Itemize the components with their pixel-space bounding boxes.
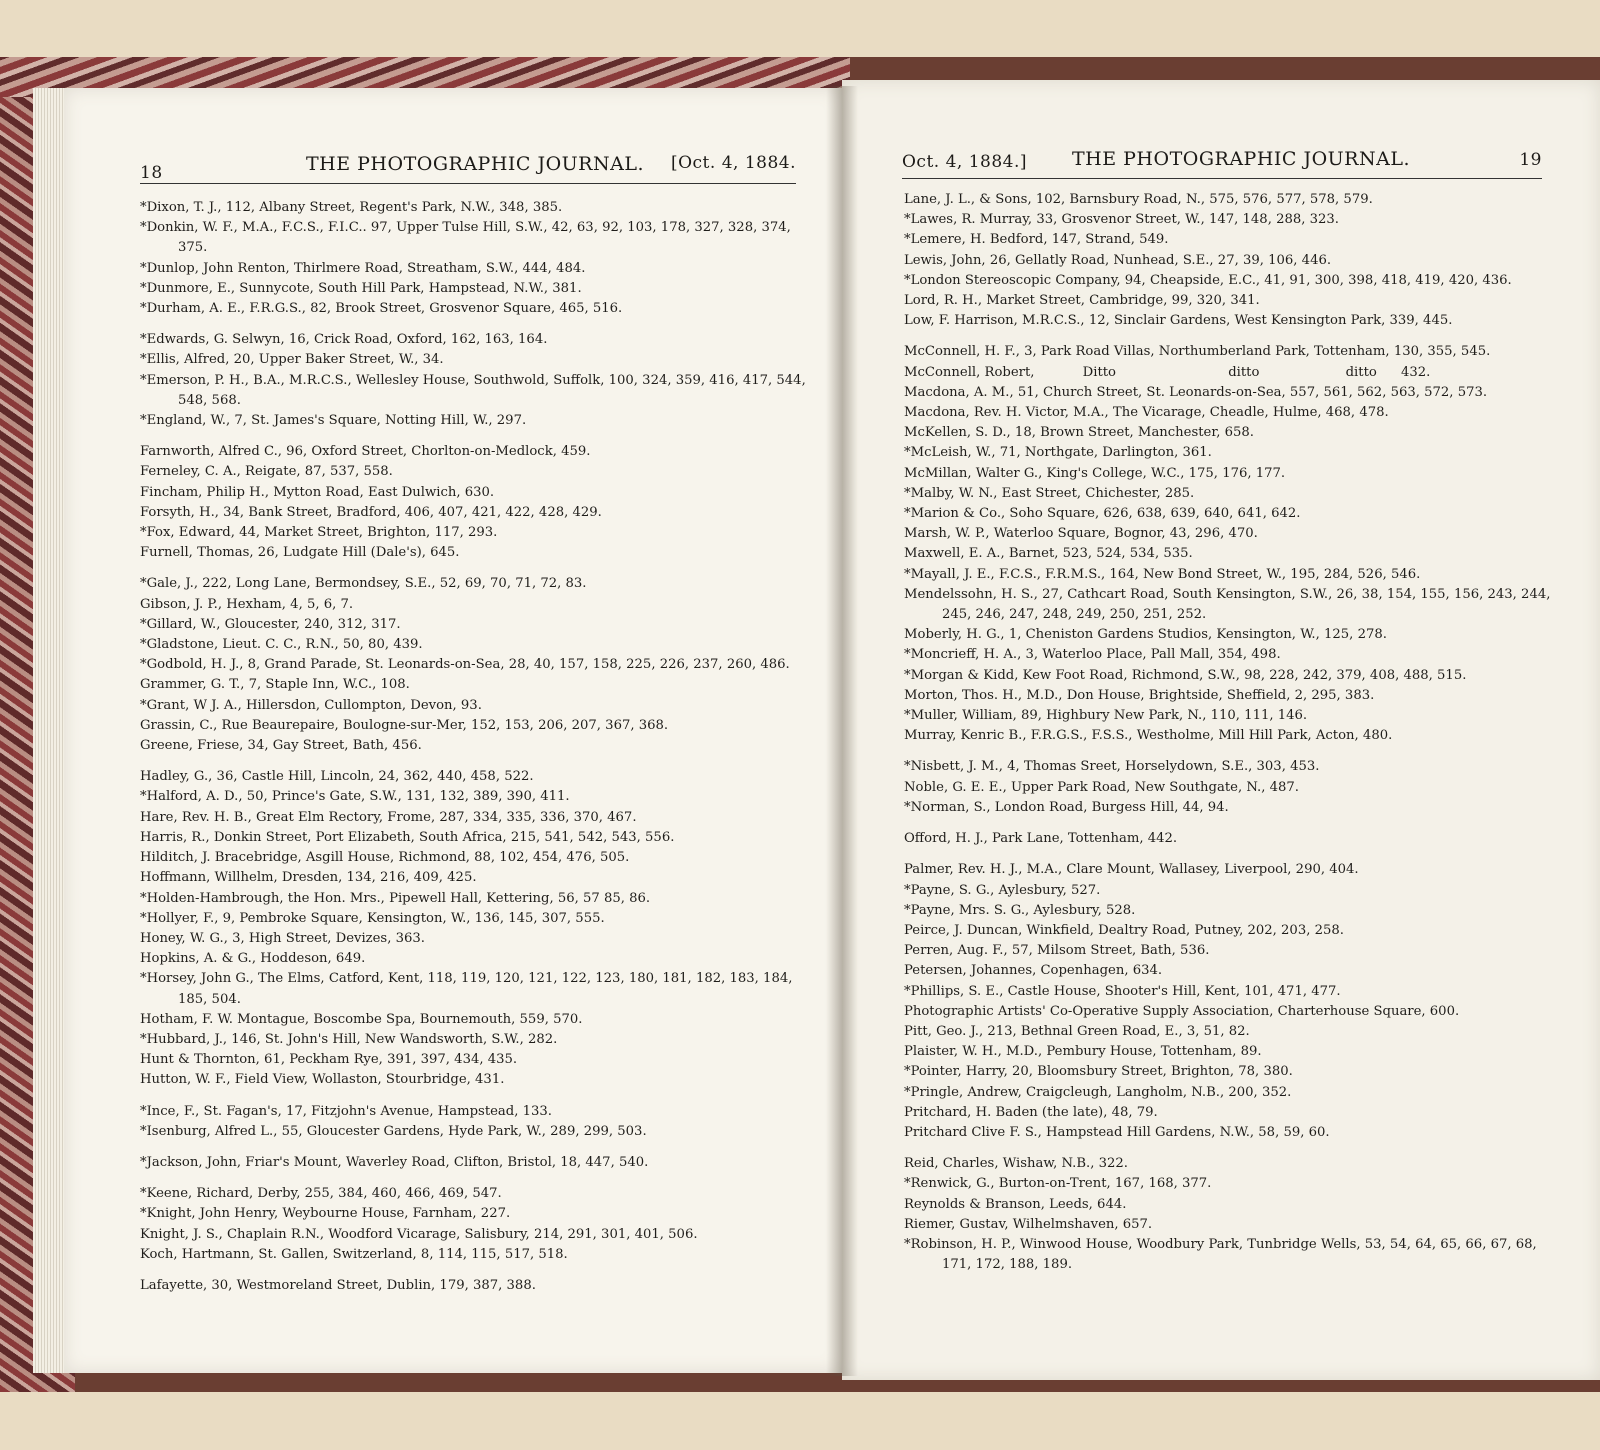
list-item: Hopkins, A. & G., Hoddeson, 649. bbox=[140, 951, 366, 967]
list-item: *Grant, W J. A., Hillersdon, Cullompton, Devon, 93. bbox=[140, 697, 482, 713]
list-item: *Fox, Edward, 44, Market Street, Brighton, 117, 293. bbox=[140, 525, 498, 541]
list-item: Marsh, W. P., Waterloo Square, Bognor, 43, 296, 470. bbox=[904, 526, 1258, 542]
list-item: Photographic Artists' Co-Operative Supply Association, Charterhouse Square, 600. bbox=[904, 1003, 1460, 1019]
list-item: Knight, J. S., Chaplain R.N., Woodford Vicarage, Salisbury, 214, 291, 301, 401, 506. bbox=[140, 1226, 698, 1242]
list-item: Murray, Kenric B., F.R.G.S., F.S.S., Westholme, Mill Hill Park, Acton, 480. bbox=[904, 728, 1393, 744]
list-item: Pritchard, H. Baden (the late), 48, 79. bbox=[904, 1104, 1158, 1120]
left-page-header bbox=[140, 153, 796, 184]
list-item: Grammer, G. T., 7, Staple Inn, W.C., 108. bbox=[140, 677, 410, 693]
list-item: Hunt & Thornton, 61, Peckham Rye, 391, 397, 434, 435. bbox=[140, 1052, 518, 1068]
list-item: *Norman, S., London Road, Burgess Hill, 44, 94. bbox=[904, 799, 1229, 815]
list-item: *Durham, A. E., F.R.G.S., 82, Brook Street, Grosvenor Square, 465, 516. bbox=[140, 301, 623, 317]
right-page-header bbox=[902, 148, 1542, 179]
list-item: Hilditch, J. Bracebridge, Asgill House, Richmond, 88, 102, 454, 476, 505. bbox=[140, 850, 630, 866]
list-item: *Dunlop, John Renton, Thirlmere Road, Streatham, S.W., 444, 484. bbox=[140, 260, 586, 276]
list-item: Moberly, H. G., 1, Cheniston Gardens Studios, Kensington, W., 125, 278. bbox=[904, 627, 1387, 643]
list-item: *Halford, A. D., 50, Prince's Gate, S.W., 131, 132, 389, 390, 411. bbox=[140, 789, 570, 805]
list-item: Hare, Rev. H. B., Great Elm Rectory, Frome, 287, 334, 335, 336, 370, 467. bbox=[140, 809, 637, 825]
list-item: *Jackson, John, Friar's Mount, Waverley Road, Clifton, Bristol, 18, 447, 540. bbox=[140, 1154, 649, 1170]
right-page-title: THE PHOTOGRAPHIC JOURNAL. bbox=[1072, 148, 1410, 170]
list-item: Gibson, J. P., Hexham, 4, 5, 6, 7. bbox=[140, 596, 354, 612]
list-item: *Dixon, T. J., 112, Albany Street, Regent's Park, N.W., 348, 385. bbox=[140, 200, 563, 215]
list-item: *Gale, J., 222, Long Lane, Bermondsey, S.E., 52, 69, 70, 71, 72, 83. bbox=[140, 576, 587, 592]
list-item: Hotham, F. W. Montague, Boscombe Spa, Bournemouth, 559, 570. bbox=[140, 1011, 583, 1027]
list-item: Hadley, G., 36, Castle Hill, Lincoln, 24, 362, 440, 458, 522. bbox=[140, 769, 534, 785]
list-item: *Knight, John Henry, Weybourne House, Farnham, 227. bbox=[140, 1206, 511, 1222]
ditto-mark: Ditto bbox=[1082, 364, 1116, 380]
list-item: *Moncrieff, H. A., 3, Waterloo Place, Pall Mall, 354, 498. bbox=[904, 647, 1281, 663]
list-item bbox=[904, 363, 1554, 383]
list-item: *Dunmore, E., Sunnycote, South Hill Park, Hampstead, N.W., 381. bbox=[140, 280, 582, 296]
list-item: Macdona, Rev. H. Victor, M.A., The Vicarage, Cheadle, Hulme, 468, 478. bbox=[904, 405, 1389, 421]
list-item: Morton, Thos. H., M.D., Don House, Brightside, Sheffield, 2, 295, 383. bbox=[904, 687, 1375, 703]
list-item: *Payne, S. G., Aylesbury, 527. bbox=[904, 882, 1101, 898]
list-item: Hutton, W. F., Field View, Wollaston, Stourbridge, 431. bbox=[140, 1072, 505, 1088]
list-item: Hoffmann, Willhelm, Dresden, 134, 216, 409, 425. bbox=[140, 870, 477, 886]
list-item: *Keene, Richard, Derby, 255, 384, 460, 466, 469, 547. bbox=[140, 1186, 502, 1202]
list-item: *Donkin, W. F., M.A., F.C.S., F.I.C.. 97, Upper Tulse Hill, S.W., 42, 63, 92, 103, 178, 327, 328, 374, 375. bbox=[140, 220, 791, 256]
ditto-mark: ditto bbox=[1345, 364, 1377, 380]
list-item: Lord, R. H., Market Street, Cambridge, 99, 320, 341. bbox=[904, 293, 1260, 309]
ditto-mark: ditto bbox=[1228, 364, 1260, 380]
list-item: *London Stereoscopic Company, 94, Cheapside, E.C., 41, 91, 300, 398, 418, 419, 420, 436. bbox=[904, 272, 1512, 288]
list-item: *Horsey, John G., The Elms, Catford, Kent, 118, 119, 120, 121, 122, 123, 180, 181, 182, 183, 184, 185, 504. bbox=[140, 971, 793, 1007]
list-item: *Nisbett, J. M., 4, Thomas Sreet, Horselydown, S.E., 303, 453. bbox=[904, 759, 1320, 775]
list-item: *Marion & Co., Soho Square, 626, 638, 639, 640, 641, 642. bbox=[904, 506, 1301, 522]
list-item: *Ellis, Alfred, 20, Upper Baker Street, W., 34. bbox=[140, 352, 444, 368]
right-page-number: 19 bbox=[1519, 150, 1542, 170]
list-item: Honey, W. G., 3, High Street, Devizes, 363. bbox=[140, 930, 425, 946]
list-item: Reid, Charles, Wishaw, N.B., 322. bbox=[904, 1156, 1128, 1172]
list-item: Perren, Aug. F., 57, Milsom Street, Bath, 536. bbox=[904, 943, 1210, 959]
list-item: *Phillips, S. E., Castle House, Shooter's Hill, Kent, 101, 471, 477. bbox=[904, 983, 1341, 999]
ditto-page: 432. bbox=[1401, 364, 1431, 380]
book-gutter bbox=[826, 86, 858, 1376]
list-item: *Hollyer, F., 9, Pembroke Square, Kensington, W., 136, 145, 307, 555. bbox=[140, 910, 605, 926]
list-item: *Pringle, Andrew, Craigcleugh, Langholm, N.B., 200, 352. bbox=[904, 1084, 1292, 1100]
list-item: Plaister, W. H., M.D., Pembury House, Tottenham, 89. bbox=[904, 1044, 1262, 1060]
list-item: Offord, H. J., Park Lane, Tottenham, 442. bbox=[904, 831, 1178, 847]
list-item: Palmer, Rev. H. J., M.A., Clare Mount, Wallasey, Liverpool, 290, 404. bbox=[904, 862, 1359, 878]
list-item: *Edwards, G. Selwyn, 16, Crick Road, Oxford, 162, 163, 164. bbox=[140, 332, 548, 348]
list-item: *Hubbard, J., 146, St. John's Hill, New Wandsworth, S.W., 282. bbox=[140, 1031, 558, 1047]
list-item: Macdona, A. M., 51, Church Street, St. Leonards-on-Sea, 557, 561, 562, 563, 572, 573. bbox=[904, 384, 1488, 400]
list-item: *Muller, William, 89, Highbury New Park, N., 110, 111, 146. bbox=[904, 708, 1308, 724]
list-item: McMillan, Walter G., King's College, W.C., 175, 176, 177. bbox=[904, 465, 1286, 481]
list-item: Lewis, John, 26, Gellatly Road, Nunhead, S.E., 27, 39, 106, 446. bbox=[904, 252, 1332, 268]
left-page-title: THE PHOTOGRAPHIC JOURNAL. bbox=[306, 153, 644, 175]
list-item: *England, W., 7, St. James's Square, Notting Hill, W., 297. bbox=[140, 413, 527, 429]
list-item: Koch, Hartmann, St. Gallen, Switzerland, 8, 114, 115, 517, 518. bbox=[140, 1246, 568, 1262]
list-item: Ferneley, C. A., Reigate, 87, 537, 558. bbox=[140, 464, 393, 480]
list-item: *Payne, Mrs. S. G., Aylesbury, 528. bbox=[904, 902, 1136, 918]
list-item: *Lemere, H. Bedford, 147, Strand, 549. bbox=[904, 232, 1169, 248]
list-item: Petersen, Johannes, Copenhagen, 634. bbox=[904, 963, 1163, 979]
list-item: *Pointer, Harry, 20, Bloomsbury Street, Brighton, 78, 380. bbox=[904, 1064, 1293, 1080]
left-page-number: 18 bbox=[140, 163, 163, 183]
list-item: *Gillard, W., Gloucester, 240, 312, 317. bbox=[140, 616, 401, 632]
list-item: Reynolds & Branson, Leeds, 644. bbox=[904, 1196, 1127, 1212]
right-page-entries bbox=[904, 190, 1554, 1275]
list-item: Grassin, C., Rue Beaurepaire, Boulogne-sur-Mer, 152, 153, 206, 207, 367, 368. bbox=[140, 717, 669, 733]
list-item: McKellen, S. D., 18, Brown Street, Manchester, 658. bbox=[904, 425, 1254, 441]
list-item: Furnell, Thomas, 26, Ludgate Hill (Dale's), 645. bbox=[140, 545, 460, 561]
list-item: Riemer, Gustav, Wilhelmshaven, 657. bbox=[904, 1216, 1153, 1232]
list-item: Pritchard Clive F. S., Hampstead Hill Gardens, N.W., 58, 59, 60. bbox=[904, 1124, 1330, 1140]
list-item: *McLeish, W., 71, Northgate, Darlington, 361. bbox=[904, 445, 1212, 461]
list-item: Maxwell, E. A., Barnet, 523, 524, 534, 535. bbox=[904, 546, 1193, 562]
list-item: *Holden-Hambrough, the Hon. Mrs., Pipewell Hall, Kettering, 56, 57 85, 86. bbox=[140, 890, 651, 906]
list-item: *Mayall, J. E., F.C.S., F.R.M.S., 164, New Bond Street, W., 195, 284, 526, 546. bbox=[904, 566, 1421, 582]
list-item: *Emerson, P. H., B.A., M.R.C.S., Wellesley House, Southwold, Suffolk, 100, 324, 359, 416, 417, 544, 548, 568. bbox=[140, 372, 806, 408]
list-item: *Renwick, G., Burton-on-Trent, 167, 168, 377. bbox=[904, 1176, 1212, 1192]
list-item: Low, F. Harrison, M.R.C.S., 12, Sinclair Gardens, West Kensington Park, 339, 445. bbox=[904, 313, 1453, 329]
list-item: Lane, J. L., & Sons, 102, Barnsbury Road, N., 575, 576, 577, 578, 579. bbox=[904, 192, 1373, 207]
list-item: *Morgan & Kidd, Kew Foot Road, Richmond, S.W., 98, 228, 242, 379, 408, 488, 515. bbox=[904, 667, 1467, 683]
left-page-entries bbox=[140, 198, 810, 1296]
list-item: *Ince, F., St. Fagan's, 17, Fitzjohn's Avenue, Hampstead, 133. bbox=[140, 1103, 552, 1119]
list-item: Lafayette, 30, Westmoreland Street, Dublin, 179, 387, 388. bbox=[140, 1277, 536, 1293]
list-item: *Malby, W. N., East Street, Chichester, 285. bbox=[904, 485, 1195, 501]
list-item: *Robinson, H. P., Winwood House, Woodbury Park, Tunbridge Wells, 53, 54, 64, 65, 66, 67, 68, 171, 172, 188, 189. bbox=[904, 1236, 1537, 1273]
ditto-name: McConnell, Robert, bbox=[904, 364, 1035, 380]
list-item: Forsyth, H., 34, Bank Street, Bradford, 406, 407, 421, 422, 428, 429. bbox=[140, 504, 602, 520]
list-item: Mendelssohn, H. S., 27, Cathcart Road, South Kensington, S.W., 26, 38, 154, 155, 156, 243, 244, 245, 246, 247, 248, 249, 250, 251, 252. bbox=[904, 586, 1551, 623]
list-item: Noble, G. E. E., Upper Park Road, New Southgate, N., 487. bbox=[904, 779, 1299, 795]
list-item: Farnworth, Alfred C., 96, Oxford Street, Chorlton-on-Medlock, 459. bbox=[140, 444, 591, 460]
list-item: Greene, Friese, 34, Gay Street, Bath, 456. bbox=[140, 738, 422, 754]
list-item: Peirce, J. Duncan, Winkfield, Dealtry Road, Putney, 202, 203, 258. bbox=[904, 922, 1344, 938]
left-page-date: [Oct. 4, 1884. bbox=[670, 153, 796, 173]
list-item: Harris, R., Donkin Street, Port Elizabeth, South Africa, 215, 541, 542, 543, 556. bbox=[140, 829, 675, 845]
list-item: Pitt, Geo. J., 213, Bethnal Green Road, E., 3, 51, 82. bbox=[904, 1023, 1250, 1039]
list-item: *Isenburg, Alfred L., 55, Gloucester Gardens, Hyde Park, W., 289, 299, 503. bbox=[140, 1123, 647, 1139]
list-item: *Gladstone, Lieut. C. C., R.N., 50, 80, 439. bbox=[140, 637, 423, 653]
list-item: Fincham, Philip H., Mytton Road, East Dulwich, 630. bbox=[140, 484, 495, 500]
list-item: *Godbold, H. J., 8, Grand Parade, St. Leonards-on-Sea, 28, 40, 157, 158, 225, 226, 237, 260, 486. bbox=[140, 657, 790, 673]
list-item: McConnell, H. F., 3, Park Road Villas, Northumberland Park, Tottenham, 130, 355, 545. bbox=[904, 344, 1491, 360]
list-item: *Lawes, R. Murray, 33, Grosvenor Street, W., 147, 148, 288, 323. bbox=[904, 212, 1339, 228]
right-page-date: Oct. 4, 1884.] bbox=[902, 152, 1028, 172]
